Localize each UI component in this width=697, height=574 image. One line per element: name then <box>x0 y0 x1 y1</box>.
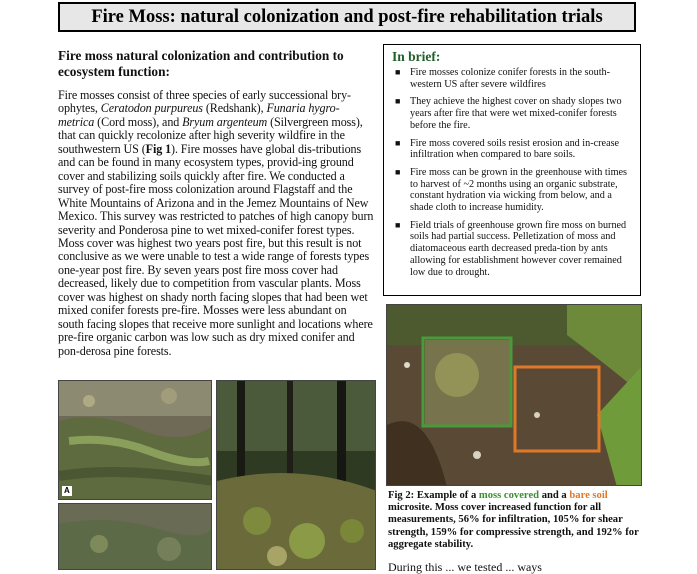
in-brief-box <box>383 44 641 296</box>
truncated-paragraph: During this ... we tested ... ways <box>388 561 542 574</box>
brief-item: ■ Field trials of greenhouse grown fire moss on burned soils had partial success. Pelletization of moss and diatomaceous earth decreased preda-tion by ants allowing for establishment however cover remained low due to drought. <box>395 219 627 278</box>
photo-a-image <box>59 381 212 500</box>
section-heading: Fire moss natural colonization and contribution to ecosystem function: <box>58 48 344 79</box>
moss-covered-label: moss covered <box>478 490 540 501</box>
bullet-icon: ■ <box>395 219 401 230</box>
brief-item: ■ They achieve the highest cover on shady slopes two years after fire that were wet mixed-conifer forests before the fire. <box>395 96 622 131</box>
page-title: Fire Moss: natural colonization and post-fire rehabilitation trials <box>58 2 636 32</box>
brief-item: ■ Fire moss covered soils resist erosion and in-crease infiltration when compared to bare soils. <box>395 137 620 161</box>
photo-label-a: A <box>64 486 70 495</box>
photo-b-image <box>217 381 376 570</box>
brief-item: ■ Fire moss can be grown in the greenhouse with times to harvest of ~2 months using an organic substrate, constant hydration via wicking from below, and a shade cloth to increase humidity. <box>395 166 628 214</box>
fig2-photo-image <box>387 305 642 486</box>
in-brief-title: In brief: <box>392 49 441 64</box>
body-paragraph: Fire mosses consist of three species of early successional bry-ophytes, Ceratodon purpureus (Redshank), Funaria hygro-metrica (Cord moss), and Bryum argenteum (Silvergreen moss), that can quickly recolonize after high severity wildfire in the southwestern US (Fig 1). Fire mosses have global dis-tributions and can be found in many ecosystem types, provid-ing ground cover and stabilizing soils quickly after fire. We conducted a survey of post-fire moss colonization around Flagstaff and the White Mountains of Arizona and in the Jemez Mountains of New Mexico. This survey was restricted to patches of high canopy burn severity and Ponderosa pine to wet mixed-conifer forest types. Moss cover was highest two years post fire, but this result is not conclusive as we were unable to test a wide range of forests types one-year post fire. By seven years post fire moss cover had decreased, likely due to competition from vascular plants. Moss cover was highest on shady north facing slopes that had been wet mixed conifer forests pre-fire. Mosses were less abundant on south facing slopes that receive more sunlight and locations where pre-fire organic carbon was low such as dry mixed conifer and pon-derosa pine forests. <box>58 88 374 358</box>
in-brief-list <box>390 67 634 278</box>
bullet-icon: ■ <box>395 137 401 148</box>
fig2-caption: Fig 2: Example of a moss covered and a bare soil microsite. Moss cover increased function for all measurements, 56% for infiltration, 105% for shear strength, 159% for compressive strength, and 192% for aggregate stability. <box>388 490 639 550</box>
bullet-icon: ■ <box>395 67 401 77</box>
fig1-photo-c <box>58 503 212 570</box>
fig1-photo-b <box>216 380 376 570</box>
bullet-icon: ■ <box>395 96 401 107</box>
bullet-icon: ■ <box>395 166 401 177</box>
fig2-photo <box>386 304 642 486</box>
bare-soil-label: bare soil <box>569 490 608 501</box>
photo-c-image <box>59 504 212 570</box>
fig1-photo-a <box>58 380 212 500</box>
brief-item: ■ Fire mosses colonize conifer forests in the south-western US after severe wildfires <box>395 67 611 90</box>
